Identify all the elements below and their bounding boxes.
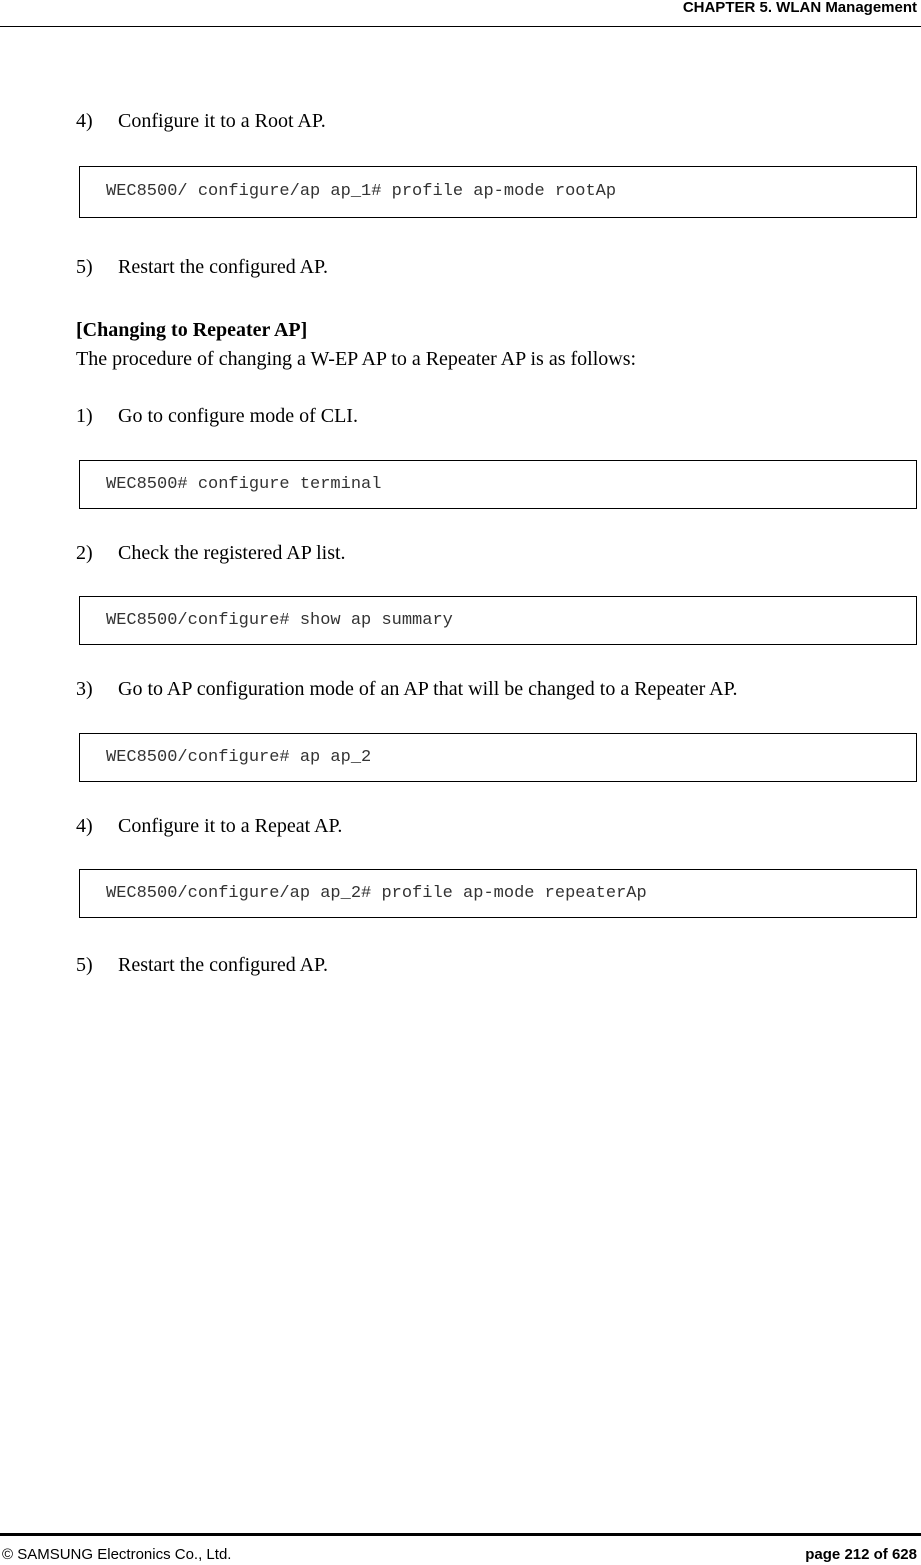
- section-heading: [Changing to Repeater AP]: [76, 319, 308, 341]
- step-number: 5): [76, 954, 93, 976]
- header-divider: [0, 26, 921, 27]
- code-block-repeater-ap-mode: [79, 869, 917, 918]
- copyright: © SAMSUNG Electronics Co., Ltd.: [2, 1546, 232, 1563]
- step-number: 4): [76, 815, 93, 837]
- repeater-step-3: [76, 677, 738, 701]
- repeater-step-5: [76, 953, 328, 977]
- cli-command: WEC8500/ configure/ap ap_1# profile ap-mode rootAp: [106, 182, 617, 201]
- step-number: 1): [76, 405, 93, 427]
- code-block-show-ap-summary: [79, 596, 917, 645]
- page-number: page 212 of 628: [805, 1546, 917, 1563]
- step-text: Configure it to a Root AP.: [118, 110, 326, 132]
- step-text: Check the registered AP list.: [118, 542, 346, 564]
- step-text: Go to configure mode of CLI.: [118, 405, 358, 427]
- step-text: Configure it to a Repeat AP.: [118, 815, 343, 837]
- step-number: 2): [76, 542, 93, 564]
- repeater-step-2: [76, 541, 346, 565]
- step-number: 4): [76, 110, 93, 132]
- repeater-step-4: [76, 814, 342, 838]
- step-text: Go to AP configuration mode of an AP that will be changed to a Repeater AP.: [118, 678, 738, 700]
- step-text: Restart the configured AP.: [118, 256, 328, 278]
- section-intro: The procedure of changing a W-EP AP to a Repeater AP is as follows:: [76, 348, 637, 370]
- repeater-step-1: [76, 404, 358, 428]
- cli-command: WEC8500/configure/ap ap_2# profile ap-mode repeaterAp: [106, 883, 647, 903]
- root-step-4: [76, 109, 326, 133]
- footer-divider: [0, 1533, 921, 1536]
- root-step-5: [76, 255, 328, 279]
- code-block-ap-select: [79, 733, 917, 782]
- code-block-root-ap-mode: [79, 166, 917, 218]
- step-text: Restart the configured AP.: [118, 954, 328, 976]
- cli-command: WEC8500# configure terminal: [106, 474, 382, 494]
- chapter-title: CHAPTER 5. WLAN Management: [682, 0, 917, 16]
- cli-command: WEC8500/configure# show ap summary: [106, 610, 453, 630]
- step-number: 3): [76, 678, 93, 700]
- cli-command: WEC8500/configure# ap ap_2: [106, 747, 372, 767]
- step-number: 5): [76, 256, 93, 278]
- code-block-configure-terminal: [79, 460, 917, 509]
